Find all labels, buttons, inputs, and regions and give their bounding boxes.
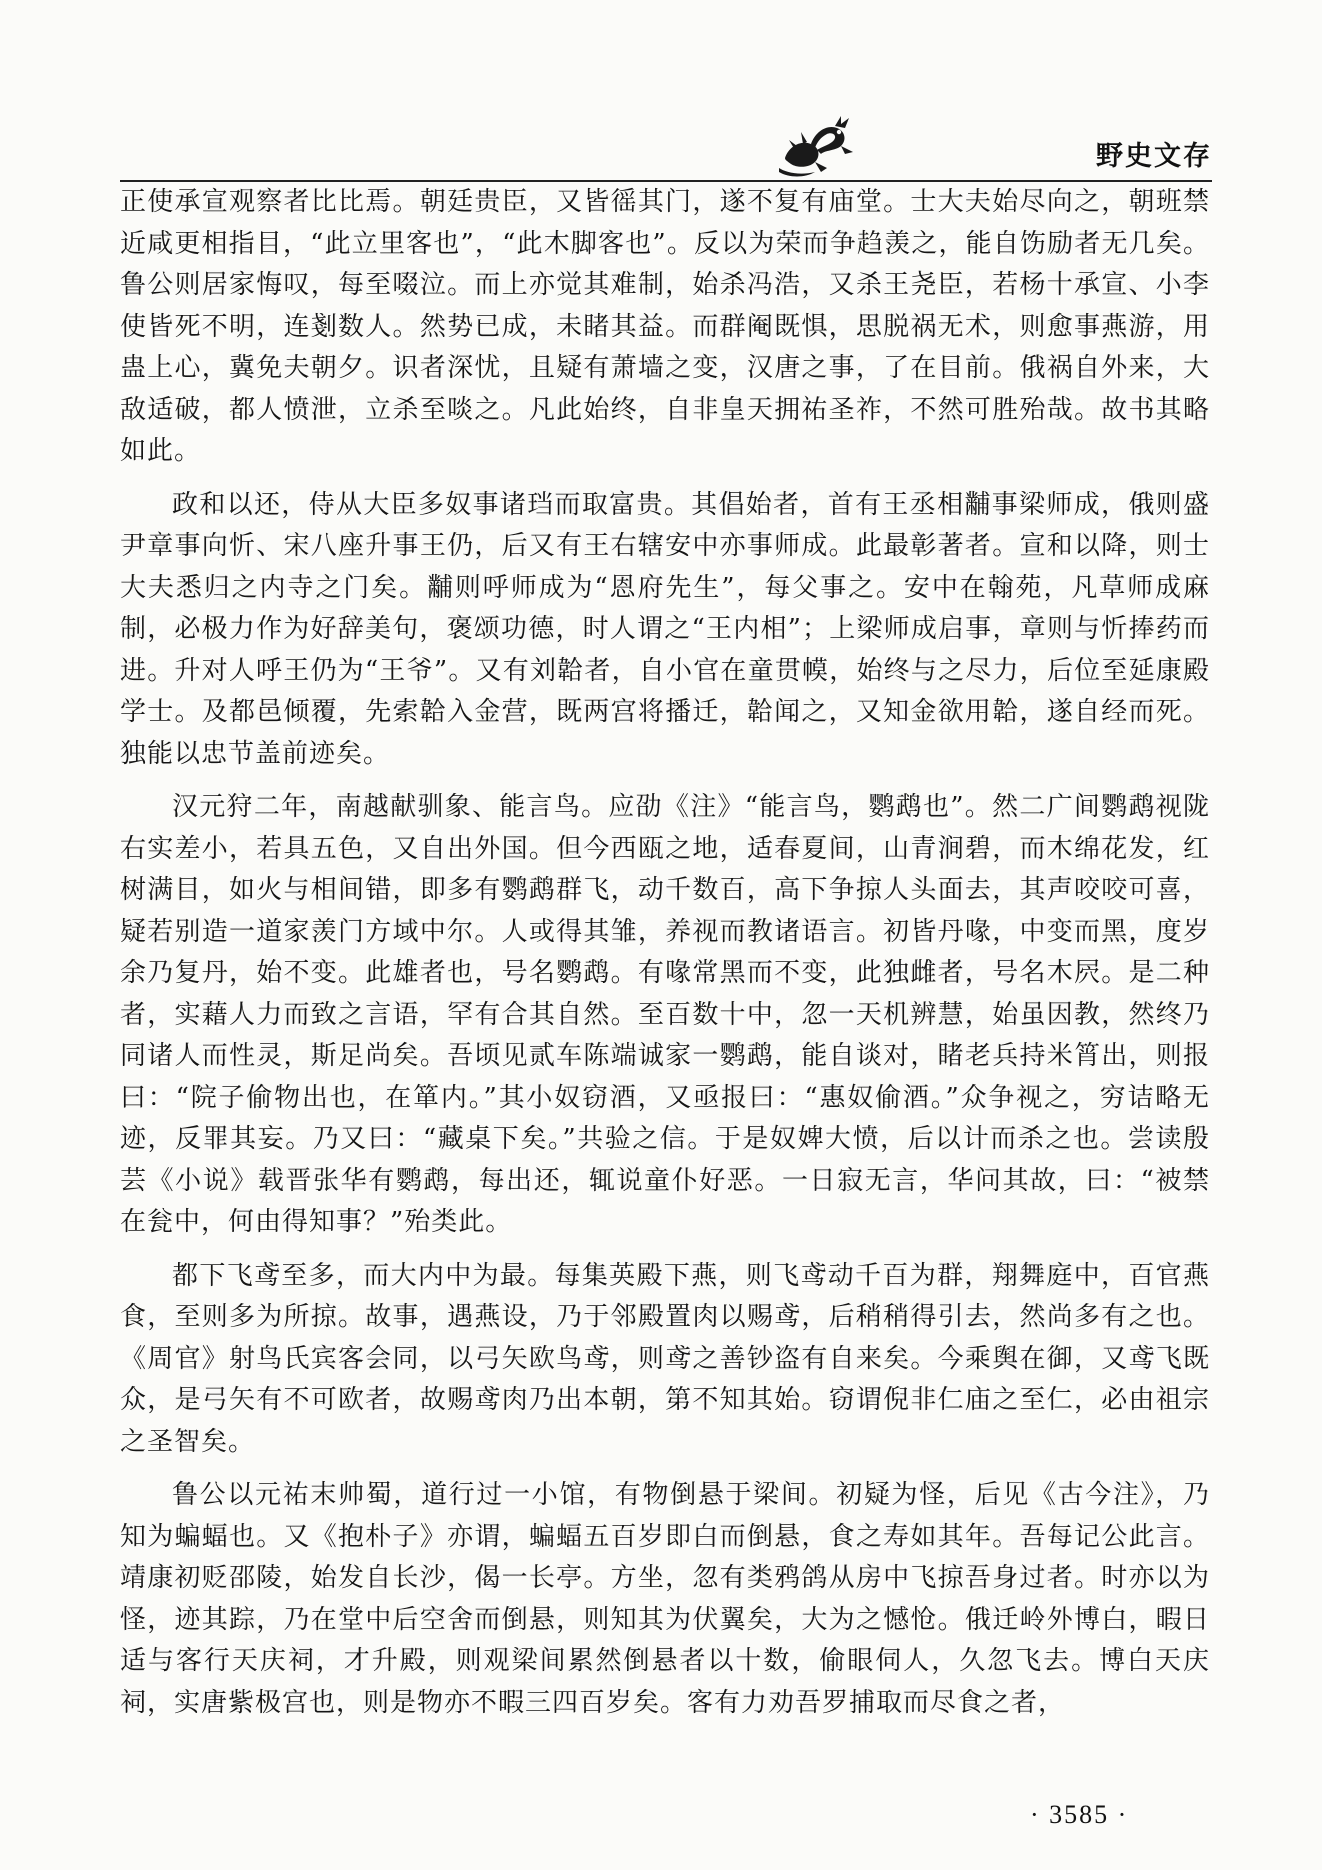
body-text — [120, 182, 1210, 1724]
series-title: 野史文存 — [1096, 141, 1212, 172]
paragraph-5: 鲁公以元祐末帅蜀，道行过一小馆，有物倒悬于梁间。初疑为怪，后见《古今注》，乃知为蝙蝠也。又《抱朴子》亦谓，蝙蝠五百岁即白而倒悬，食之寿如其年。吾每记公此言。靖康初贬邵陵，始发自长沙，偈一长亭。方坐，忽有类鸦鸽从房中飞掠吾身过者。时亦以为怪，迹其踪，乃在堂中后空舍而倒悬，则知其为伏翼矣，大为之憾怆。俄迁岭外博白，暇日适与客行天庆祠，才升殿，则观梁间累然倒悬者以十数，偷眼伺人，久忽飞去。博白天庆祠，实唐紫极宫也，则是物亦不暇三四百岁矣。客有力劝吾罗捕取而尽食之者， — [120, 1480, 1210, 1718]
paragraph-4: 都下飞鸢至多，而大内中为最。每集英殿下燕，则飞鸢动千百为群，翔舞庭中，百官燕食，至则多为所掠。故事，遇燕设，乃于邻殿置肉以赐鸢，后稍稍得引去，然尚多有之也。《周官》射鸟氏宾客会同，以弓矢欧鸟鸢，则鸢之善钞盗有自来矣。今乘舆在御，又鸢飞既众，是弓矢有不可欧者，故赐鸢肉乃出本朝，第不知其始。窃谓倪非仁庙之至仁，必由祖宗之圣智矣。 — [120, 1260, 1210, 1457]
paragraph-1: 正使承宣观察者比比焉。朝廷贵臣，又皆徭其门，遂不复有庙堂。士大夫始尽向之，朝班禁近咸更相指目，“此立里客也”，“此木脚客也”。反以为荣而争趋羡之，能自饬励者无几矣。鲁公则居家悔叹，每至啜泣。而上亦觉其难制，始杀冯浩，又杀王尧臣，若杨十承宣、小李使皆死不明，连剗数人。然势已成，未睹其益。而群阉既惧，思脱祸无术，则愈事燕游，用蛊上心，冀免夫朝夕。识者深忧，且疑有萧墙之变，汉唐之事，了在目前。俄祸自外来，大敌适破，都人愤泄，立杀至啖之。凡此始终，自非皇天拥祐圣祚，不然可胜殆哉。故书其略如此。 — [120, 187, 1210, 466]
page-number: · 3585 · — [1030, 1800, 1129, 1829]
running-header — [120, 100, 1212, 180]
paragraph-3: 汉元狩二年，南越献驯象、能言鸟。应劭《注》“能言鸟，鹦鹉也”。然二广间鹦鹉视陇右实差小，若具五色，又自出外国。但今西瓯之地，适春夏间，山青涧碧，而木绵花发，红树满目，如火与相间错，即多有鹦鹉群飞，动千数百，高下争掠人头面去，其声咬咬可喜，疑若别造一道家羡门方域中尔。人或得其雏，养视而教诸语言。初皆丹喙，中变而黑，度岁余乃复丹，始不变。此雄者也，号名鹦鹉。有喙常黑而不变，此独雌者，号名木屄。是二种者，实藉人力而致之言语，罕有合其自然。至百数十中，忽一天机辨慧，始虽因教，然终乃同诸人而性灵，斯足尚矣。吾顷见贰车陈端诚家一鹦鹉，能自谈对，睹老兵持米筲出，则报曰：“院子偷物出也，在箪内。”其小奴窃酒，又亟报曰：“惠奴偷酒。”众争视之，穷诘略无迹，反罪其妄。乃又曰：“藏桌下矣。”共验之信。于是奴婢大愤，后以计而杀之也。尝读殷芸《小说》载晋张华有鹦鹉，每出还，辄说童仆好恶。一日寂无言，华问其故，曰：“被禁在瓮中，何由得知事？”殆类此。 — [120, 792, 1210, 1237]
dragon-emblem-icon — [775, 110, 857, 180]
paragraph-2: 政和以还，侍从大臣多奴事诸珰而取富贵。其倡始者，首有王丞相黼事梁师成，俄则盛尹章事向忻、宋八座升事王仍，后又有王右辖安中亦事师成。此最彰著者。宣和以降，则士大夫悉归之内寺之门矣。黼则呼师成为“恩府先生”，每父事之。安中在翰苑，凡草师成麻制，必极力作为好辞美句，褒颂功德，时人谓之“王内相”；上梁师成启事，章则与忻捧药而进。升对人呼王仍为“王爷”。又有刘韐者，自小官在童贯幙，始终与之尽力，后位至延康殿学士。及都邑倾覆，先索韐入金营，既两宫将播迁，韐闻之，又知金欲用韐，遂自经而死。独能以忠节盖前迹矣。 — [120, 489, 1210, 769]
